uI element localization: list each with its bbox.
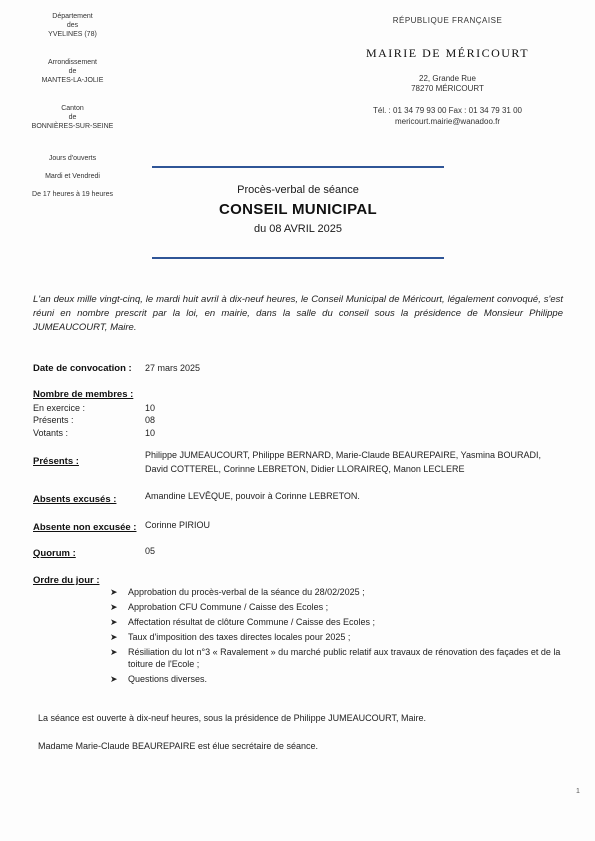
- convocation-value: 27 mars 2025: [145, 363, 201, 373]
- agenda-item: [110, 602, 565, 614]
- canton-line: BONNIÈRES-SUR-SEINE: [31, 123, 114, 130]
- title-date: du 08 AVRIL 2025: [253, 223, 343, 235]
- bullet-icon: ➤: [110, 632, 118, 642]
- intro-paragraph: L'an deux mille vingt-cinq, le mardi huit avril à dix-neuf heures, le Conseil Municipal de Méricourt, légalement convoqué, s'est réuni en nombre prescrit par la loi, en mairie, dans la salle du conseil sous la présidence de Monsieur Philippe JUMEAUCOURT, Maire.: [33, 294, 563, 333]
- absents-excused-label: Absents excusés :: [33, 494, 117, 505]
- presents-line: Philippe JUMEAUCOURT, Philippe BERNARD, Marie-Claude BEAUREPAIRE, Yasmina BOURADI,: [145, 450, 541, 460]
- members-in-office-label: En exercice :: [33, 403, 86, 413]
- agenda-list: [110, 587, 565, 689]
- department-line: Département: [52, 13, 93, 20]
- address-line: 22, Grande Rue: [419, 74, 476, 83]
- agenda-item-text: Approbation CFU Commune / Caisse des Ecoles ;: [128, 602, 329, 612]
- agenda-item: [110, 587, 565, 599]
- email-address: mericourt.mairie@wanadoo.fr: [394, 117, 501, 126]
- members-present-value: 08: [145, 415, 156, 425]
- page-number: 1: [576, 788, 580, 795]
- agenda-item: [110, 632, 565, 644]
- agenda-item: [110, 674, 565, 686]
- members-label: Nombre de membres :: [33, 389, 134, 400]
- bullet-icon: ➤: [110, 673, 118, 684]
- members-present-label: Présents :: [33, 415, 74, 425]
- title-rule-top: [152, 166, 444, 168]
- phone-fax: Tél. : 01 34 79 93 00 Fax : 01 34 79 31 00: [373, 106, 522, 115]
- arrondissement-line: de: [68, 68, 77, 75]
- title-rule-bottom: [152, 257, 444, 259]
- absent-unexcused-value: Corinne PIRIOU: [145, 520, 211, 530]
- bullet-icon: ➤: [110, 647, 118, 657]
- opening-hours-line: Jours d'ouverts: [48, 155, 97, 162]
- opening-hours-line: Mardi et Vendredi: [45, 173, 100, 180]
- agenda-item-text: Résiliation du lot n°3 « Ravalement » du marché public relatif aux travaux de rénovation des façades et de la toiture de l'Ecole ;: [128, 647, 561, 669]
- agenda-item: [110, 647, 565, 670]
- canton-block: [10, 104, 135, 131]
- quorum-label: Quorum :: [33, 548, 76, 559]
- agenda-label: Ordre du jour :: [33, 575, 100, 586]
- canton-line: de: [68, 114, 77, 121]
- agenda-item-text: Approbation du procès-verbal de la séance du 28/02/2025 ;: [128, 587, 365, 597]
- bullet-icon: ➤: [110, 602, 118, 612]
- republic-heading: RÉPUBLIQUE FRANÇAISE: [392, 16, 503, 25]
- members-in-office-value: 10: [145, 403, 156, 413]
- arrondissement-line: Arrondissement: [47, 59, 98, 66]
- department-line: YVELINES (78): [48, 31, 97, 38]
- convocation-label: Date de convocation :: [33, 363, 132, 374]
- canton-line: Canton: [61, 105, 84, 112]
- address-line: 78270 MÉRICOURT: [411, 84, 484, 93]
- bullet-icon: ➤: [110, 587, 118, 597]
- department-block: [10, 12, 135, 39]
- members-voting-label: Votants :: [33, 428, 69, 438]
- presents-label: Présents :: [33, 456, 79, 467]
- presents-line: David COTTEREL, Corinne LEBRETON, Didier LLORAIREQ, Manon LECLERE: [145, 464, 465, 474]
- agenda-item: [110, 617, 565, 629]
- arrondissement-line: MANTES-LA-JOLIE: [41, 77, 104, 84]
- secretary-statement: Madame Marie-Claude BEAUREPAIRE est élue secrétaire de séance.: [38, 741, 318, 751]
- opening-hours-block: [10, 150, 135, 204]
- department-line: des: [66, 22, 79, 29]
- opening-hours-line: De 17 heures à 19 heures: [32, 191, 113, 198]
- title-minutes: Procès-verbal de séance: [237, 184, 359, 196]
- quorum-value: 05: [145, 546, 156, 556]
- absent-unexcused-label: Absente non excusée :: [33, 522, 137, 533]
- agenda-item-text: Taux d'imposition des taxes directes locales pour 2025 ;: [128, 632, 351, 642]
- mairie-heading: MAIRIE DE MÉRICOURT: [365, 46, 530, 60]
- agenda-item-text: Questions diverses.: [128, 673, 208, 684]
- title-council: CONSEIL MUNICIPAL: [219, 201, 377, 218]
- members-voting-value: 10: [145, 428, 156, 438]
- absents-excused-value: Amandine LEVÊQUE, pouvoir à Corinne LEBRETON.: [145, 491, 360, 501]
- agenda-item-text: Affectation résultat de clôture Commune / Caisse des Ecoles ;: [128, 617, 375, 627]
- opening-statement: La séance est ouverte à dix-neuf heures, sous la présidence de Philippe JUMEAUCOURT, Maire.: [38, 713, 427, 723]
- arrondissement-block: [10, 58, 135, 85]
- bullet-icon: ➤: [110, 617, 118, 627]
